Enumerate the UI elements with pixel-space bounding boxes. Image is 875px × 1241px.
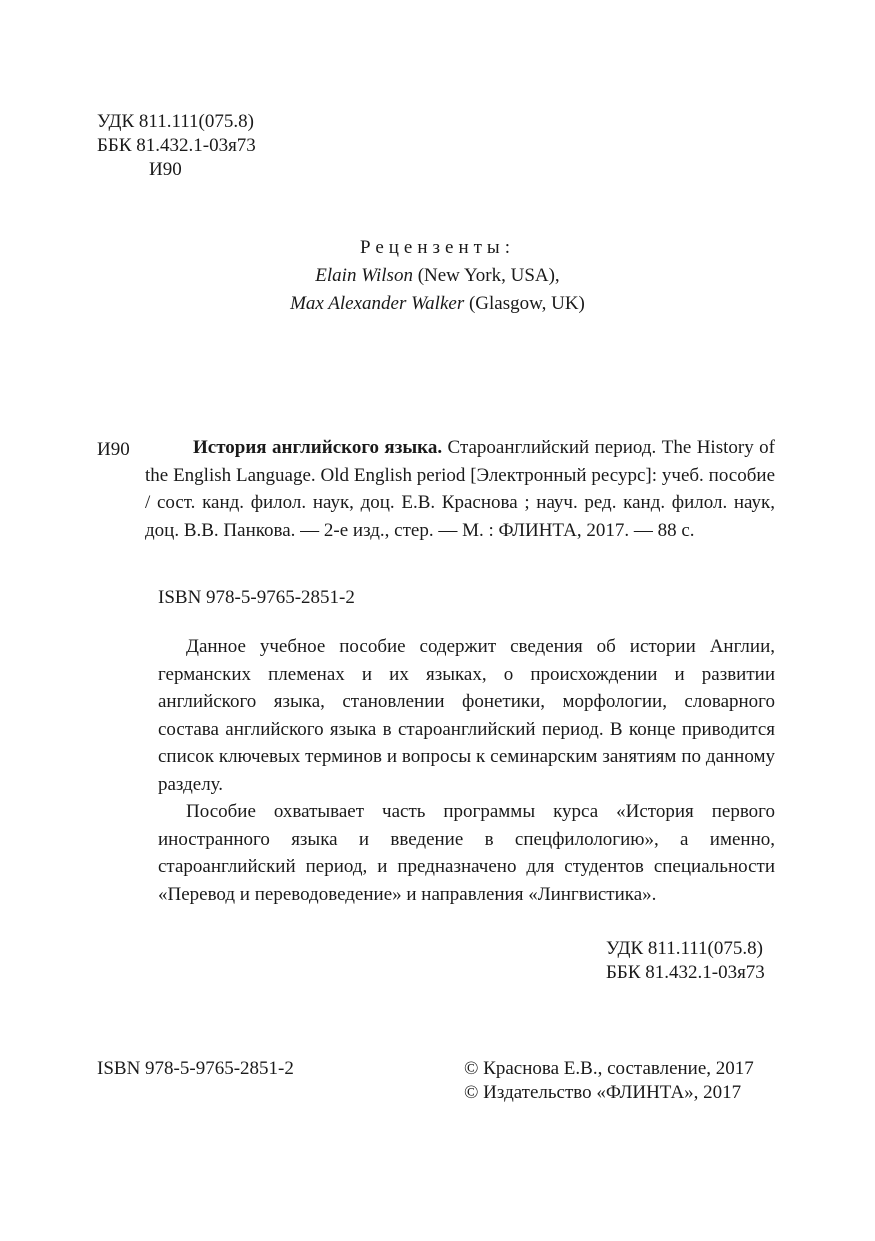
annotation-paragraph: Пособие охватывает часть программы курса «История первого иностранного языка и введение в спецфилологию», а именно, староанглийский период, и предназначено для студентов специальности «Перевод и переводоведение» и направления «Лингвистика». bbox=[158, 801, 775, 905]
bbk-code: ББК 81.432.1-03я73 bbox=[606, 962, 765, 983]
reviewer-item bbox=[0, 262, 875, 290]
entry-body: Староанглийский период. The History of the English Language. Old English period [Электронный ресурс]: учеб. пособие / сост. канд. филол. наук, доц. Е.В. Краснова ; науч. ред. канд. филол. наук, доц. В.В. Панкова. — 2-е изд., стер. — М. : ФЛИНТА, 2017. — 88 с. bbox=[145, 437, 775, 541]
annotation bbox=[158, 633, 775, 908]
udk-code: УДК 811.111(075.8) bbox=[606, 938, 763, 959]
author-mark: И90 bbox=[149, 159, 182, 180]
reviewer-name: Max Alexander Walker bbox=[290, 293, 465, 314]
reviewers-heading: Рецензенты: bbox=[360, 237, 515, 258]
copyright-compiler: © Краснова Е.В., составление, 2017 bbox=[464, 1058, 754, 1079]
reviewers-block bbox=[0, 234, 875, 318]
book-title: История английского языка. bbox=[193, 437, 443, 458]
udk-code: УДК 811.111(075.8) bbox=[97, 111, 254, 132]
catalog-codes-right bbox=[606, 937, 765, 985]
reviewer-location: (New York, USA), bbox=[412, 265, 560, 286]
reviewer-name: Elain Wilson bbox=[315, 265, 413, 286]
entry-author-mark: И90 bbox=[97, 439, 130, 460]
copyright-block bbox=[464, 1057, 754, 1105]
reviewer-item bbox=[0, 290, 875, 318]
bbk-code: ББК 81.432.1-03я73 bbox=[97, 135, 256, 156]
isbn-line: ISBN 978-5-9765-2851-2 bbox=[158, 587, 355, 608]
catalog-codes bbox=[97, 110, 256, 182]
copyright-publisher: © Издательство «ФЛИНТА», 2017 bbox=[464, 1082, 742, 1103]
annotation-paragraph: Данное учебное пособие содержит сведения об истории Англии, германских племенах и их языках, о происхождении и развитии английского языка, становлении фонетики, морфологии, словарного состава английского языка в староанглийский период. В конце приводится список ключевых терминов и вопросы к семинарским занятиям по данному разделу. bbox=[158, 636, 775, 795]
reviewer-location: (Glasgow, UK) bbox=[464, 293, 585, 314]
footer-isbn: ISBN 978-5-9765-2851-2 bbox=[97, 1058, 294, 1079]
bibliographic-entry bbox=[145, 434, 775, 544]
